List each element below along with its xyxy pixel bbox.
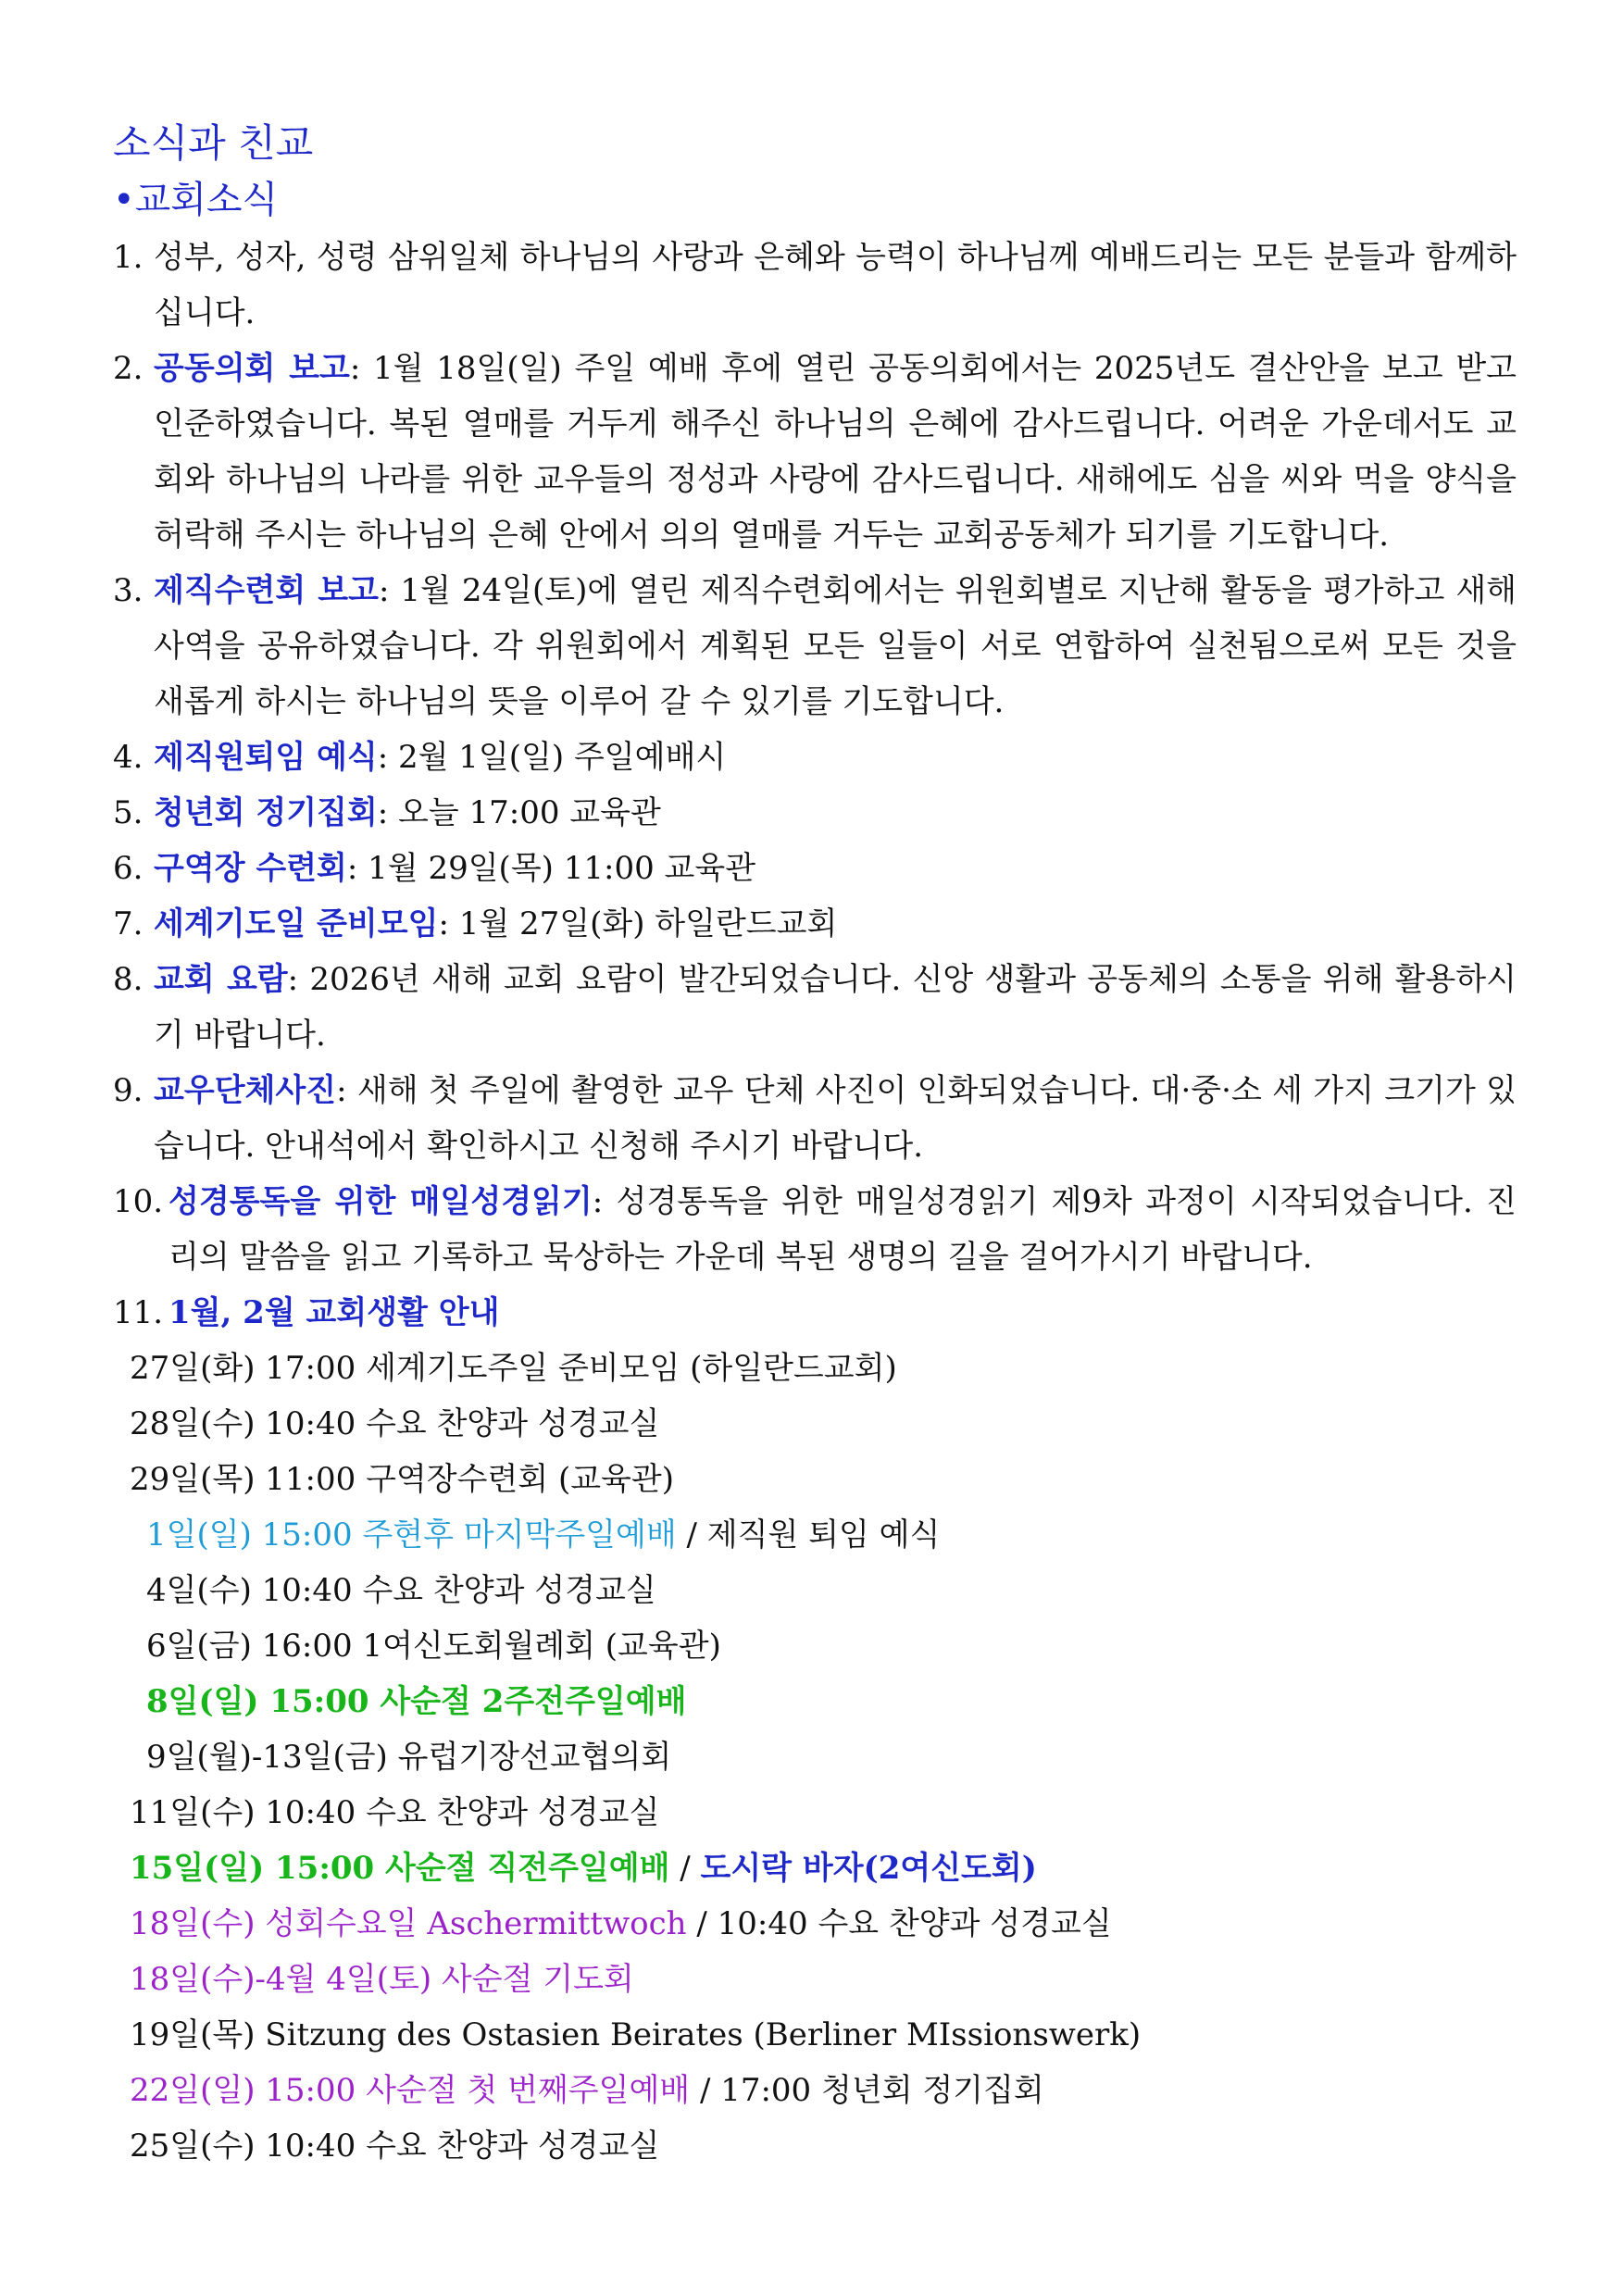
item-number: 7. (113, 905, 144, 942)
item-text: 성부, 성자, 성령 삼위일체 하나님의 사랑과 은혜와 능력이 하나님께 예배드리는 모든 분들과 함께하십니다. (154, 239, 1517, 331)
item-number: 8. (113, 961, 144, 998)
item-text: : 1월 29일(목) 11:00 교육관 (346, 850, 756, 887)
item-number: 1. (113, 239, 144, 276)
schedule-row (130, 1896, 1517, 1952)
item-body (154, 952, 1517, 1063)
item-body (154, 563, 1517, 730)
news-item (113, 230, 1517, 341)
news-item (113, 563, 1517, 730)
schedule-row (130, 1452, 1517, 1507)
item-number: 4. (113, 739, 144, 776)
item-text: : 1월 18일(일) 주일 예배 후에 열린 공동의회에서는 2025년도 결산안을 보고 받고 인준하였습니다. 복된 열매를 거두게 해주신 하나님의 은혜에 감사드립니다. 어려운 가운데서도 교회와 하나님의 나라를 위한 교우들의 정성과 사랑에 감사드립니다. 새해에도 심을 씨와 먹을 양식을 허락해 주시는 하나님의 은혜 안에서 의의 열매를 거두는 교회공동체가 되기를 기도합니다. (154, 350, 1517, 554)
schedule-row (130, 1618, 1517, 1674)
schedule-segment: / 17:00 청년회 정기집회 (690, 2072, 1044, 2109)
item-text: : 새해 첫 주일에 촬영한 교우 단체 사진이 인화되었습니다. 대·중·소 세 가지 크기가 있습니다. 안내석에서 확인하시고 신청해 주시기 바랍니다. (154, 1072, 1517, 1165)
item-label: 교우단체사진 (154, 1072, 337, 1109)
item-number: 5. (113, 794, 144, 831)
item-body (154, 841, 1517, 896)
news-item (113, 1285, 1517, 1341)
news-item (113, 952, 1517, 1063)
item-number: 10. (113, 1183, 164, 1220)
news-item (113, 1174, 1517, 1285)
item-body (169, 1285, 1517, 1341)
item-text: : 2026년 새해 교회 요람이 발간되었습니다. 신앙 생활과 공동체의 소통을 위해 활용하시기 바랍니다. (154, 961, 1517, 1054)
item-label: 성경통독을 위한 매일성경읽기 (169, 1183, 593, 1220)
schedule-segment: 11일(수) 10:40 수요 찬양과 성경교실 (130, 1794, 660, 1831)
item-number: 11. (113, 1294, 164, 1331)
schedule-segment: / 제직원 퇴임 예식 (676, 1516, 941, 1554)
schedule-row (130, 1785, 1517, 1841)
schedule-segment: 25일(수) 10:40 수요 찬양과 성경교실 (130, 2128, 660, 2165)
item-number: 3. (113, 572, 144, 609)
schedule-row (130, 2063, 1517, 2118)
item-label: 청년회 정기집회 (154, 794, 378, 831)
schedule-row (130, 1396, 1517, 1452)
news-item (113, 841, 1517, 896)
schedule-row (130, 2007, 1517, 2063)
schedule-segment: 19일(목) Sitzung des Ostasien Beirates (Berliner MIssionswerk) (130, 2016, 1142, 2053)
schedule-segment: 6일(금) 16:00 1여신도회월례회 (교육관) (146, 1628, 721, 1665)
news-item (113, 1063, 1517, 1174)
schedule-segment: 15일(일) 15:00 사순절 직전주일예배 (130, 1850, 670, 1887)
schedule-segment: 1일(일) 15:00 주현후 마지막주일예배 (146, 1516, 677, 1554)
item-label: 교회 요람 (154, 961, 288, 998)
news-list (113, 230, 1517, 1341)
item-label: 1월, 2월 교회생활 안내 (169, 1294, 500, 1331)
schedule-segment: 18일(수) 성회수요일 Aschermittwoch (130, 1905, 687, 1942)
schedule-segment: 도시락 바자(2여신도회) (700, 1850, 1037, 1887)
item-body (154, 785, 1517, 841)
schedule-row (130, 1563, 1517, 1618)
item-label: 세계기도일 준비모임 (154, 905, 439, 942)
schedule-row (130, 1952, 1517, 2007)
schedule-row (130, 1729, 1517, 1785)
item-label: 공동의회 보고 (154, 350, 350, 387)
item-label: 제직원퇴임 예식 (154, 739, 378, 776)
item-body (154, 730, 1517, 785)
schedule-segment: / 10:40 수요 찬양과 성경교실 (686, 1905, 1112, 1942)
news-item (113, 896, 1517, 952)
item-body (169, 1174, 1517, 1285)
item-label: 구역장 수련회 (154, 850, 347, 887)
schedule-row (130, 1841, 1517, 1896)
schedule-segment: 8일(일) 15:00 사순절 2주전주일예배 (146, 1683, 687, 1720)
schedule-segment: 22일(일) 15:00 사순절 첫 번째주일예배 (130, 2072, 691, 2109)
item-body (154, 341, 1517, 563)
item-text: : 2월 1일(일) 주일예배시 (377, 739, 727, 776)
item-text: : 오늘 17:00 교육관 (377, 794, 661, 831)
item-body (154, 1063, 1517, 1174)
schedule-row (130, 1341, 1517, 1396)
schedule-list (113, 1341, 1517, 2174)
news-item (113, 730, 1517, 785)
item-text: : 1월 27일(화) 하일란드교회 (438, 905, 838, 942)
news-item (113, 785, 1517, 841)
schedule-row (130, 2118, 1517, 2174)
news-item (113, 341, 1517, 563)
item-number: 6. (113, 850, 144, 887)
item-label: 제직수련회 보고 (154, 572, 379, 609)
schedule-segment: 9일(월)-13일(금) 유럽기장선교협의회 (146, 1739, 672, 1776)
schedule-row (130, 1507, 1517, 1563)
schedule-segment: 29일(목) 11:00 구역장수련회 (교육관) (130, 1461, 675, 1498)
schedule-row (130, 1674, 1517, 1729)
schedule-segment: 4일(수) 10:40 수요 찬양과 성경교실 (146, 1572, 656, 1609)
item-number: 2. (113, 350, 144, 387)
item-text: : 1월 24일(토)에 열린 제직수련회에서는 위원회별로 지난해 활동을 평가하고 새해 사역을 공유하였습니다. 각 위원회에서 계획된 모든 일들이 서로 연합하여 실천됨으로써 모든 것을 새롭게 하시는 하나님의 뜻을 이루어 갈 수 있기를 기도합니다. (154, 572, 1517, 720)
schedule-segment: 18일(수)-4월 4일(토) 사순절 기도회 (130, 1961, 634, 1998)
item-body (154, 896, 1517, 952)
schedule-segment: 28일(수) 10:40 수요 찬양과 성경교실 (130, 1405, 660, 1442)
item-text: : 성경통독을 위한 매일성경읽기 제9차 과정이 시작되었습니다. 진리의 말씀을 읽고 기록하고 묵상하는 가운데 복된 생명의 길을 걸어가시기 바랍니다. (169, 1183, 1517, 1276)
page-title: 소식과 친교 (113, 120, 314, 166)
item-number: 9. (113, 1072, 144, 1109)
schedule-segment: / (669, 1850, 701, 1887)
schedule-segment: 27일(화) 17:00 세계기도주일 준비모임 (하일란드교회) (130, 1350, 897, 1387)
item-body (154, 230, 1517, 341)
section-heading: •교회소식 (113, 179, 279, 221)
